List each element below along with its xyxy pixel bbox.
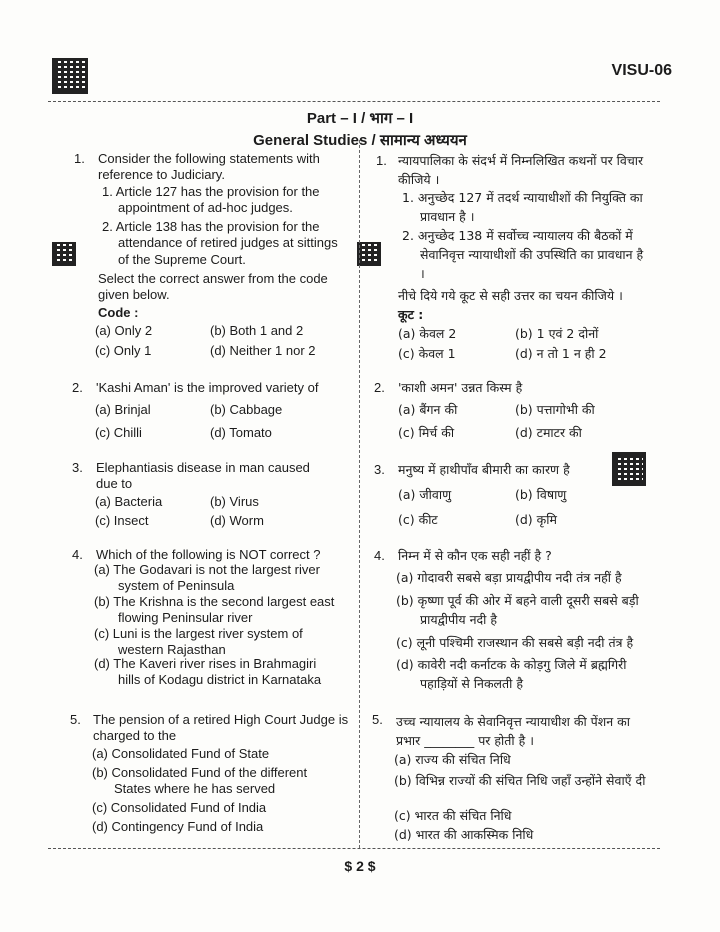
option-d[interactable]: (d) न तो 1 न ही 2	[515, 346, 607, 361]
option-b[interactable]: (b) विषाणु	[515, 487, 567, 502]
instruction: Select the correct answer from the code given below.	[98, 271, 328, 303]
statement: 2. अनुच्छेद 138 में सर्वोच्च न्यायालय की बैठकों में सेवानिवृत्त न्यायाधीशों की उपस्थिति का प्रावधान है ।	[402, 228, 644, 281]
qr-code-icon	[52, 242, 76, 266]
option-c[interactable]: (c) Consolidated Fund of India	[92, 800, 267, 815]
divider	[48, 101, 660, 102]
option-a[interactable]: (a) Consolidated Fund of State	[92, 746, 270, 761]
option-a[interactable]: (a) केवल 2	[398, 326, 457, 341]
option-b[interactable]: (b) The Krishna is the second largest east flowing Peninsular river	[94, 594, 335, 626]
option-a[interactable]: (a) Only 2	[95, 323, 153, 338]
option-a[interactable]: (a) गोदावरी सबसे बड़ा प्रायद्वीपीय नदी तंत्र नहीं है	[396, 570, 622, 585]
statement: 1. Article 127 has the provision for the appointment of ad-hoc judges.	[102, 184, 320, 216]
question-stem: Elephantiasis disease in man caused due to	[96, 460, 310, 492]
part-heading: Part – I / भाग – I	[306, 110, 414, 127]
statement: 2. Article 138 has the provision for the attendance of retired judges at sittings of the Supreme Court.	[102, 219, 338, 267]
option-d[interactable]: (d) कृमि	[515, 512, 557, 527]
option-a[interactable]: (a) Bacteria	[95, 494, 163, 509]
question-number: 5.	[372, 712, 383, 727]
question-stem: उच्च न्यायालय के सेवानिवृत्त न्यायाधीश की पेंशन का प्रभार ________ पर होती है ।	[396, 714, 631, 748]
qr-code-icon	[52, 58, 88, 94]
question-number: 2.	[374, 380, 385, 395]
option-a[interactable]: (a) राज्य की संचित निधि	[394, 752, 511, 767]
code-label: Code :	[98, 305, 139, 320]
page-number: $ 2 $	[344, 858, 376, 874]
option-b[interactable]: (b) पत्तागोभी की	[515, 402, 595, 417]
option-d[interactable]: (d) Tomato	[210, 425, 272, 440]
question-number: 3.	[374, 462, 385, 477]
option-a[interactable]: (a) बैंगन की	[398, 402, 458, 417]
option-d[interactable]: (d) Neither 1 nor 2	[210, 343, 316, 358]
question-stem: The pension of a retired High Court Judge is charged to the	[93, 712, 349, 744]
question-number: 5.	[70, 712, 81, 727]
option-c[interactable]: (c) भारत की संचित निधि	[394, 808, 512, 823]
question-stem: Which of the following is NOT correct ?	[96, 547, 321, 562]
option-d[interactable]: (d) Contingency Fund of India	[92, 819, 264, 834]
code-label: कूट :	[398, 307, 424, 322]
statement: 1. अनुच्छेद 127 में तदर्थ न्यायाधीशों की नियुक्ति का प्रावधान है ।	[402, 190, 643, 224]
question-stem: मनुष्य में हाथीपाँव बीमारी का कारण है	[398, 462, 570, 477]
option-a[interactable]: (a) Brinjal	[95, 402, 151, 417]
instruction: नीचे दिये गये कूट से सही उत्तर का चयन कीजिये ।	[398, 288, 623, 303]
option-c[interactable]: (c) मिर्च की	[398, 425, 455, 440]
option-c[interactable]: (c) केवल 1	[398, 346, 456, 361]
question-stem: न्यायपालिका के संदर्भ में निम्नलिखित कथनों पर विचार कीजिये ।	[398, 153, 644, 187]
option-d[interactable]: (d) भारत की आकस्मिक निधि	[394, 827, 534, 842]
divider	[48, 848, 660, 849]
paper-code: VISU-06	[611, 62, 672, 79]
option-a[interactable]: (a) The Godavari is not the largest river system of Peninsula	[94, 562, 320, 594]
question-number: 4.	[374, 548, 385, 563]
question-stem: निम्न में से कौन एक सही नहीं है ?	[398, 548, 552, 563]
option-a[interactable]: (a) जीवाणु	[398, 487, 452, 502]
option-c[interactable]: (c) Chilli	[95, 425, 142, 440]
option-b[interactable]: (b) Both 1 and 2	[210, 323, 304, 338]
qr-code-icon	[357, 242, 381, 266]
option-d[interactable]: (d) टमाटर की	[515, 425, 582, 440]
option-b[interactable]: (b) Cabbage	[210, 402, 283, 417]
option-c[interactable]: (c) Only 1	[95, 343, 152, 358]
option-c[interactable]: (c) Insect	[95, 513, 149, 528]
question-stem: 'Kashi Aman' is the improved variety of	[96, 380, 319, 395]
option-b[interactable]: (b) Consolidated Fund of the different States where he has served	[92, 765, 308, 797]
column-divider	[359, 140, 360, 848]
question-stem: 'काशी अमन' उन्नत किस्म है	[398, 380, 523, 395]
option-b[interactable]: (b) Virus	[210, 494, 259, 509]
question-number: 3.	[72, 460, 83, 475]
question-stem: Consider the following statements with reference to Judiciary.	[98, 151, 320, 183]
section-heading: General Studies / सामान्य अध्ययन	[253, 132, 467, 149]
question-number: 4.	[72, 547, 83, 562]
question-number: 1.	[74, 151, 85, 166]
option-c[interactable]: (c) कीट	[398, 512, 438, 527]
question-number: 1.	[376, 153, 387, 168]
question-number: 2.	[72, 380, 83, 395]
option-d[interactable]: (d) The Kaveri river rises in Brahmagiri hills of Kodagu district in Karnataka	[94, 656, 322, 688]
option-b[interactable]: (b) विभिन्न राज्यों की संचित निधि जहाँ उन्होंने सेवाएँ दी	[394, 773, 646, 788]
qr-code-icon	[612, 452, 646, 486]
option-b[interactable]: (b) कृष्णा पूर्व की ओर में बहने वाली दूसरी सबसे बड़ी प्रायद्वीपीय नदी है	[396, 593, 639, 627]
option-d[interactable]: (d) कावेरी नदी कर्नाटक के कोड़गु जिले में ब्रह्मगिरी पहाड़ियों से निकलती है	[396, 657, 627, 691]
option-b[interactable]: (b) 1 एवं 2 दोनों	[515, 326, 599, 341]
option-c[interactable]: (c) लूनी पश्चिमी राजस्थान की सबसे बड़ी नदी तंत्र है	[396, 635, 634, 650]
option-c[interactable]: (c) Luni is the largest river system of western Rajasthan	[94, 626, 303, 658]
option-d[interactable]: (d) Worm	[210, 513, 264, 528]
